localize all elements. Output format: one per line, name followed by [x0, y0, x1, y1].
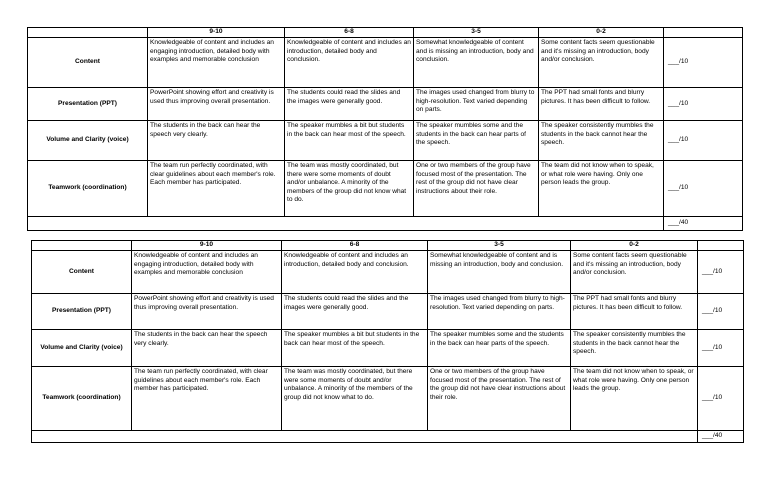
descriptor-cell: The images used changed from blurry to high-resolution. Text varied depending on parts. — [428, 294, 571, 330]
score-field[interactable]: ___/10 — [664, 121, 743, 161]
descriptor-cell: The students in the back can hear the speech very clearly. — [148, 121, 285, 161]
descriptor-cell: The students could read the slides and the images were generally good. — [282, 294, 428, 330]
header-score-range: 3-5 — [414, 28, 539, 38]
header-score-range: 6-8 — [282, 241, 428, 251]
criterion-label: Volume and Clarity (voice) — [28, 121, 148, 161]
criterion-label: Teamwork (coordination) — [28, 161, 148, 217]
score-field[interactable]: ___/10 — [698, 294, 744, 330]
descriptor-cell: The team did not know when to speak, or what role were having. Only one person leads the group. — [539, 161, 664, 217]
descriptor-cell: The speaker mumbles a bit but students in the back can hear most of the speech. — [282, 330, 428, 367]
header-score-range: 9-10 — [132, 241, 282, 251]
total-row — [28, 217, 743, 231]
header-row — [28, 28, 743, 38]
descriptor-cell: The speaker mumbles some and the students in the back can hear parts of the speech. — [428, 330, 571, 367]
score-field[interactable]: ___/10 — [698, 367, 744, 431]
descriptor-cell: The team run perfectly coordinated, with clear guidelines about each member's role. Each member has participated. — [132, 367, 282, 431]
header-score-range: 3-5 — [428, 241, 571, 251]
descriptor-cell: Somewhat knowledgeable of content and is missing an introduction, body and conclusion. — [414, 38, 539, 88]
descriptor-cell: One or two members of the group have focused most of the presentation. The rest of the group did not have clear instructions about their role. — [414, 161, 539, 217]
total-score-field[interactable]: ___/40 — [698, 431, 744, 443]
descriptor-cell: The PPT had small fonts and blurry pictures. It has been difficult to follow. — [571, 294, 698, 330]
descriptor-cell: The team run perfectly coordinated, with clear guidelines about each member's role. Each member has participated. — [148, 161, 285, 217]
descriptor-cell: The team was mostly coordinated, but there were some moments of doubt and/or unbalance. A minority of the members of the group did not know what to do. — [282, 367, 428, 431]
header-blank — [698, 241, 744, 251]
descriptor-cell: PowerPoint showing effort and creativity is used thus improving overall presentation. — [132, 294, 282, 330]
descriptor-cell: The team was mostly coordinated, but there were some moments of doubt and/or unbalance. A minority of the members of the group did not know what to do. — [285, 161, 414, 217]
descriptor-cell: The images used changed from blurry to high-resolution. Text varied depending on parts. — [414, 88, 539, 121]
descriptor-cell: Some content facts seem questionable and it's missing an introduction, body and/or conclusion. — [571, 251, 698, 294]
rubric-row-presentation — [32, 294, 744, 330]
score-field[interactable]: ___/10 — [664, 161, 743, 217]
descriptor-cell: PowerPoint showing effort and creativity is used thus improving overall presentation. — [148, 88, 285, 121]
score-field[interactable]: ___/10 — [664, 88, 743, 121]
descriptor-cell: The speaker consistently mumbles the students in the back cannot hear the speech. — [571, 330, 698, 367]
score-field[interactable]: ___/10 — [698, 330, 744, 367]
descriptor-cell: Knowledgeable of content and includes an introduction, detailed body and conclusion. — [282, 251, 428, 294]
descriptor-cell: The speaker mumbles a bit but students in the back can hear most of the speech. — [285, 121, 414, 161]
header-blank — [28, 28, 148, 38]
descriptor-cell: The team did not know when to speak, or what role were having. Only one person leads the group. — [571, 367, 698, 431]
total-row — [32, 431, 744, 443]
criterion-label: Volume and Clarity (voice) — [32, 330, 132, 367]
descriptor-cell: The students could read the slides and the images were generally good. — [285, 88, 414, 121]
criterion-label: Presentation (PPT) — [32, 294, 132, 330]
score-field[interactable]: ___/10 — [664, 38, 743, 88]
descriptor-cell: The PPT had small fonts and blurry pictures. It has been difficult to follow. — [539, 88, 664, 121]
header-score-range: 0-2 — [539, 28, 664, 38]
descriptor-cell: Knowledgeable of content and includes an engaging introduction, detailed body with examples and memorable conclusion — [132, 251, 282, 294]
descriptor-cell: The speaker mumbles some and the students in the back can hear parts of the speech. — [414, 121, 539, 161]
rubric-row-teamwork — [32, 367, 744, 431]
header-score-range: 9-10 — [148, 28, 285, 38]
criterion-label: Content — [32, 251, 132, 294]
total-row-blank — [28, 217, 664, 231]
total-score-field[interactable]: ___/40 — [664, 217, 743, 231]
criterion-label: Teamwork (coordination) — [32, 367, 132, 431]
rubric-row-teamwork — [28, 161, 743, 217]
header-row — [32, 241, 744, 251]
descriptor-cell: Some content facts seem questionable and it's missing an introduction, body and/or conclusion. — [539, 38, 664, 88]
total-row-blank — [32, 431, 698, 443]
criterion-label: Presentation (PPT) — [28, 88, 148, 121]
rubric-row-presentation — [28, 88, 743, 121]
header-score-range: 0-2 — [571, 241, 698, 251]
rubric-row-content — [32, 251, 744, 294]
score-field[interactable]: ___/10 — [698, 251, 744, 294]
header-score-range: 6-8 — [285, 28, 414, 38]
rubric-row-content — [28, 38, 743, 88]
descriptor-cell: One or two members of the group have focused most of the presentation. The rest of the group did not have clear instructions about their role. — [428, 367, 571, 431]
rubric-row-volume — [32, 330, 744, 367]
descriptor-cell: Somewhat knowledgeable of content and is missing an introduction, body and conclusion. — [428, 251, 571, 294]
descriptor-cell: Knowledgeable of content and includes an engaging introduction, detailed body with examples and memorable conclusion — [148, 38, 285, 88]
header-blank — [32, 241, 132, 251]
rubric-row-volume — [28, 121, 743, 161]
header-blank — [664, 28, 743, 38]
rubric-table-bottom — [31, 240, 744, 443]
descriptor-cell: The students in the back can hear the speech very clearly. — [132, 330, 282, 367]
rubric-table-top — [27, 27, 743, 231]
descriptor-cell: Knowledgeable of content and includes an introduction, detailed body and conclusion. — [285, 38, 414, 88]
criterion-label: Content — [28, 38, 148, 88]
descriptor-cell: The speaker consistently mumbles the students in the back cannot hear the speech. — [539, 121, 664, 161]
